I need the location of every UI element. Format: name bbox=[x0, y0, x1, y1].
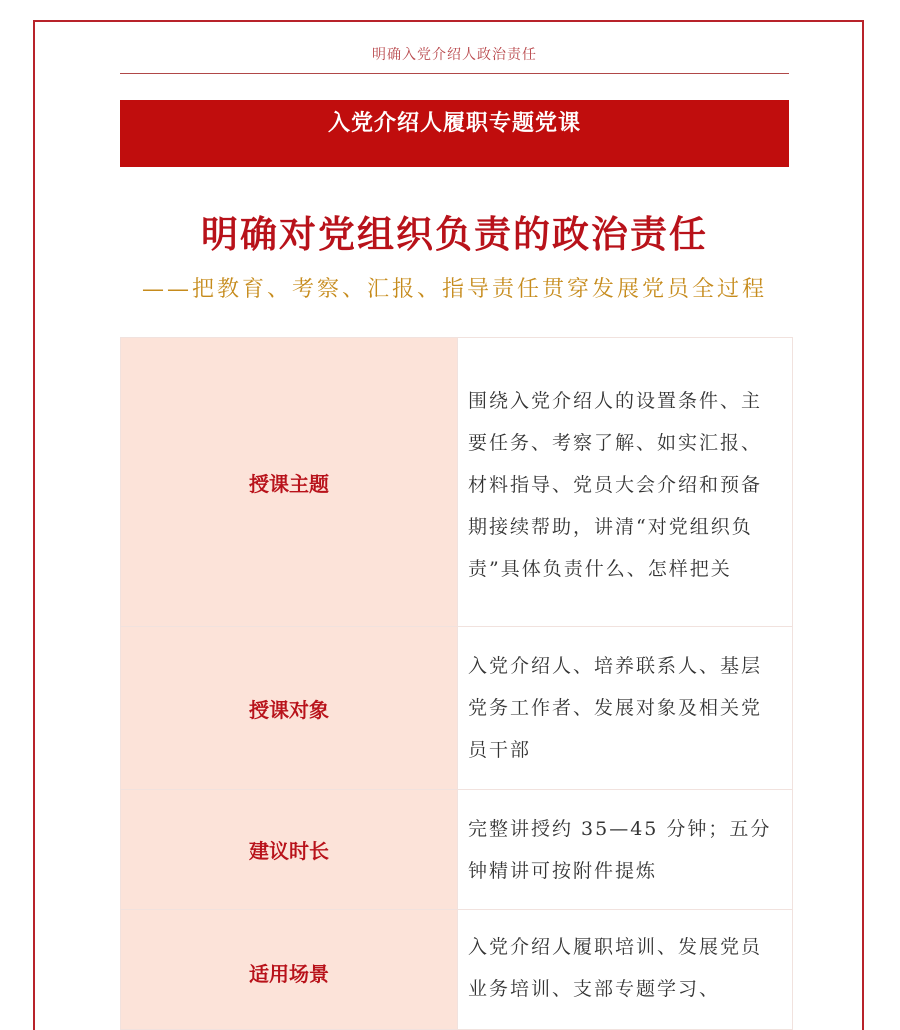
table-row bbox=[121, 338, 793, 627]
row-value-scenario: 入党介绍人履职培训、发展党员业务培训、支部专题学习、 bbox=[458, 910, 793, 1030]
row-label-scenario: 适用场景 bbox=[121, 910, 458, 1030]
running-header: 明确入党介绍人政治责任 bbox=[372, 47, 537, 63]
row-value-duration: 完整讲授约 35—45 分钟；五分钟精讲可按附件提炼 bbox=[458, 790, 793, 910]
row-label-topic: 授课主题 bbox=[121, 338, 458, 627]
section-banner: 入党介绍人履职专题党课 bbox=[120, 100, 789, 167]
row-label-audience: 授课对象 bbox=[121, 627, 458, 790]
page-subtitle: ——把教育、考察、汇报、指导责任贯穿发展党员全过程 bbox=[141, 277, 767, 302]
table-row bbox=[121, 627, 793, 790]
table-row bbox=[121, 790, 793, 910]
header-divider bbox=[120, 73, 789, 74]
row-value-audience: 入党介绍人、培养联系人、基层党务工作者、发展对象及相关党员干部 bbox=[458, 627, 793, 790]
course-info-table bbox=[120, 337, 793, 1030]
row-label-duration: 建议时长 bbox=[121, 790, 458, 910]
row-value-topic: 围绕入党介绍人的设置条件、主要任务、考察了解、如实汇报、材料指导、党员大会介绍和预备期接续帮助，讲清“对党组织负责”具体负责什么、怎样把关 bbox=[458, 338, 793, 627]
page-title: 明确对党组织负责的政治责任 bbox=[201, 213, 708, 256]
